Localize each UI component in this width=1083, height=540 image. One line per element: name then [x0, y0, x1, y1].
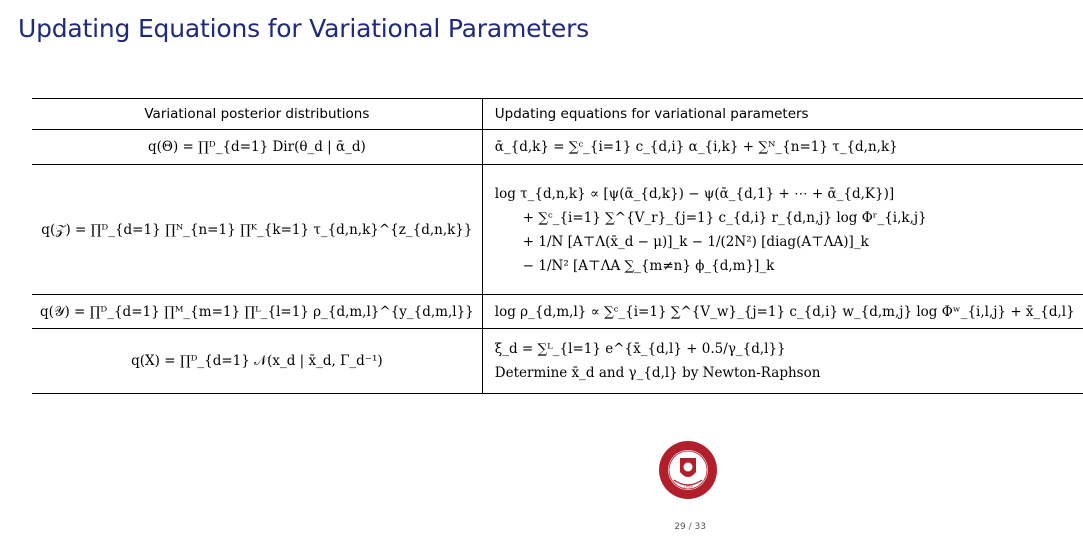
slide-title: Updating Equations for Variational Parameters	[18, 14, 589, 43]
header-updates: Updating equations for variational parameters	[482, 99, 1082, 130]
posterior-x: q(X) = ∏ᴰ_{d=1} 𝒩(x_d | x̄_d, Γ_d⁻¹)	[32, 329, 482, 394]
posterior-z: q(𝒵) = ∏ᴰ_{d=1} ∏ᴺ_{n=1} ∏ᴷ_{k=1} τ_{d,n,k}^{z_{d,n,k}}	[32, 165, 482, 295]
equation-line: ξ_d = ∑ᴸ_{l=1} e^{x̄_{d,l} + 0.5/γ_{d,l}}	[494, 341, 786, 357]
newton-raphson-note: Determine x̄_d and γ_{d,l} by Newton-Raphson	[494, 365, 821, 381]
page-number: 29 / 33	[674, 522, 706, 532]
equation-line: ᾱ_{d,k} = ∑ᶜ_{i=1} c_{d,i} α_{i,k} + ∑ᴺ_{n=1} τ_{d,n,k}	[494, 139, 898, 155]
equation-line: − 1/N² [A⊤ΛA ∑_{m≠n} ϕ_{d,m}]_k	[522, 257, 775, 274]
table-header-row	[32, 99, 1083, 130]
update-tau	[482, 165, 1082, 295]
university-seal-logo	[658, 440, 718, 500]
table-row	[32, 329, 1083, 394]
update-equations-table	[32, 98, 1083, 394]
update-alpha	[482, 130, 1082, 165]
equation-line: + ∑ᶜ_{i=1} ∑^{V_r}_{j=1} c_{d,i} r_{d,n,j} log Φʳ_{i,k,j}	[522, 209, 927, 226]
table-row	[32, 165, 1083, 295]
svg-text:1986: 1986	[682, 483, 694, 489]
table-row	[32, 295, 1083, 329]
equation-line: + 1/N [A⊤Λ(x̄_d − μ)]_k − 1/(2N²) [diag(A⊤ΛA)]_k	[522, 233, 869, 250]
equation-line: log ρ_{d,m,l} ∝ ∑ᶜ_{i=1} ∑^{V_w}_{j=1} c_{d,i} w_{d,m,j} log Φʷ_{i,l,j} + x̄_{d,l}	[494, 303, 1075, 320]
table-row	[32, 130, 1083, 165]
update-xi	[482, 329, 1082, 394]
posterior-y: q(𝒴) = ∏ᴰ_{d=1} ∏ᴹ_{m=1} ∏ᴸ_{l=1} ρ_{d,m,l}^{y_{d,m,l}}	[32, 295, 482, 329]
equation-line: log τ_{d,n,k} ∝ [ψ(ᾱ_{d,k}) − ψ(ᾱ_{d,1} + ⋯ + ᾱ_{d,K})]	[494, 185, 895, 202]
posterior-theta: q(Θ) = ∏ᴰ_{d=1} Dir(θ_d | ᾱ_d)	[32, 130, 482, 165]
update-rho	[482, 295, 1082, 329]
header-posterior: Variational posterior distributions	[32, 99, 482, 130]
